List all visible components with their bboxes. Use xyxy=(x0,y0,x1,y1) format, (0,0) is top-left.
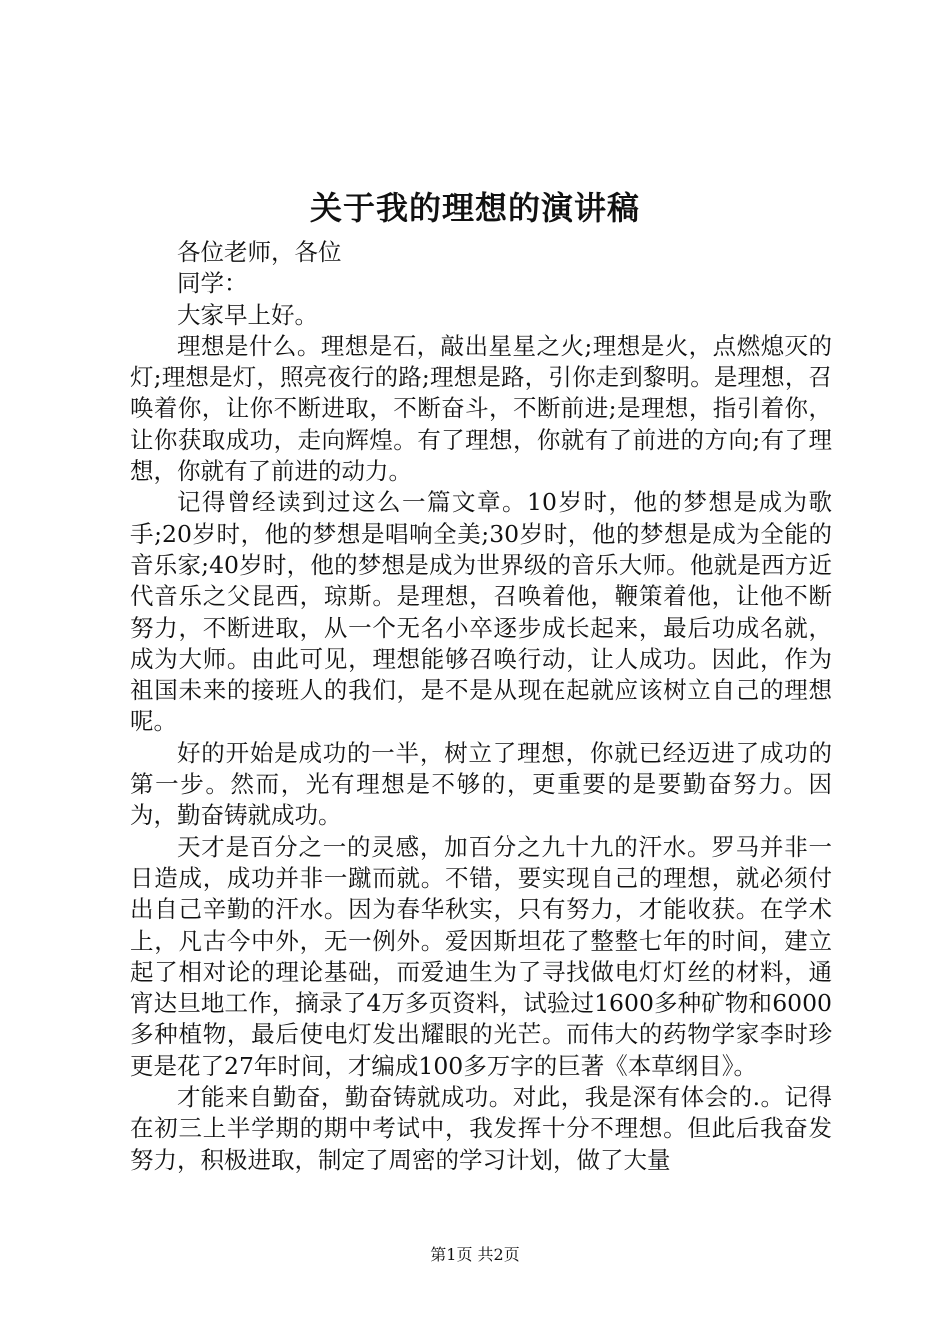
document-body xyxy=(130,237,832,1176)
paragraph-good-start: 好的开始是成功的一半，树立了理想，你就已经迈进了成功的第一步。然而，光有理想是不够的，更重要的是要勤奋努力。因为，勤奋铸就成功。 xyxy=(130,738,832,830)
paragraph-genius: 天才是百分之一的灵感，加百分之九十九的汗水。罗马并非一日造成，成功并非一蹴而就。不错，要实现自己的理想，就必须付出自己辛勤的汗水。因为春华秋实，只有努力，才能收获。在学术上，凡古今中外，无一例外。爱因斯坦花了整整七年的时间，建立起了相对论的理论基础，而爱迪生为了寻找做电灯灯丝的材料，通宵达旦地工作，摘录了4万多页资料，试验过1600多种矿物和6000多种植物，最后使电灯发出耀眼的光芒。而伟大的药物学家李时珍更是花了27年时间，才编成100多万字的巨著《本草纲目》。 xyxy=(130,832,832,1080)
page-footer: 第1页 共2页 xyxy=(430,1245,520,1264)
paragraph-what-is-ideal: 理想是什么。理想是石，敲出星星之火;理想是火，点燃熄灭的灯;理想是灯，照亮夜行的路;理想是路，引你走到黎明。是理想，召唤着你，让你不断进取，不断奋斗，不断前进;是理想，指引着你，让你获取成功，走向辉煌。有了理想，你就有了前进的方向;有了理想，你就有了前进的动力。 xyxy=(130,331,832,486)
document-title: 关于我的理想的演讲稿 xyxy=(309,189,640,227)
paragraph-salutation-1: 各位老师，各位 xyxy=(177,238,342,266)
paragraph-greeting: 大家早上好。 xyxy=(177,300,318,329)
paragraph-diligence: 才能来自勤奋，勤奋铸就成功。对此，我是深有体会的.。记得在初三上半学期的期中考试中，我发挥十分不理想。但此后我奋发努力，积极进取，制定了周密的学习计划，做了大量 xyxy=(130,1083,832,1174)
paragraph-salutation-2: 同学： xyxy=(177,269,248,298)
paragraph-quincy-jones: 记得曾经读到过这么一篇文章。10岁时，他的梦想是成为歌手;20岁时，他的梦想是唱响全美;30岁时，他的梦想是成为全能的音乐家;40岁时，他的梦想是成为世界级的音乐大师。他就是西方近代音乐之父昆西，琼斯。是理想，召唤着他，鞭策着他，让他不断努力，不断进取，从一个无名小卒逐步成长起来，最后功成名就，成为大师。由此可见，理想能够召唤行动，让人成功。因此，作为祖国未来的接班人的我们，是不是从现在起就应该树立自己的理想呢。 xyxy=(130,488,832,736)
